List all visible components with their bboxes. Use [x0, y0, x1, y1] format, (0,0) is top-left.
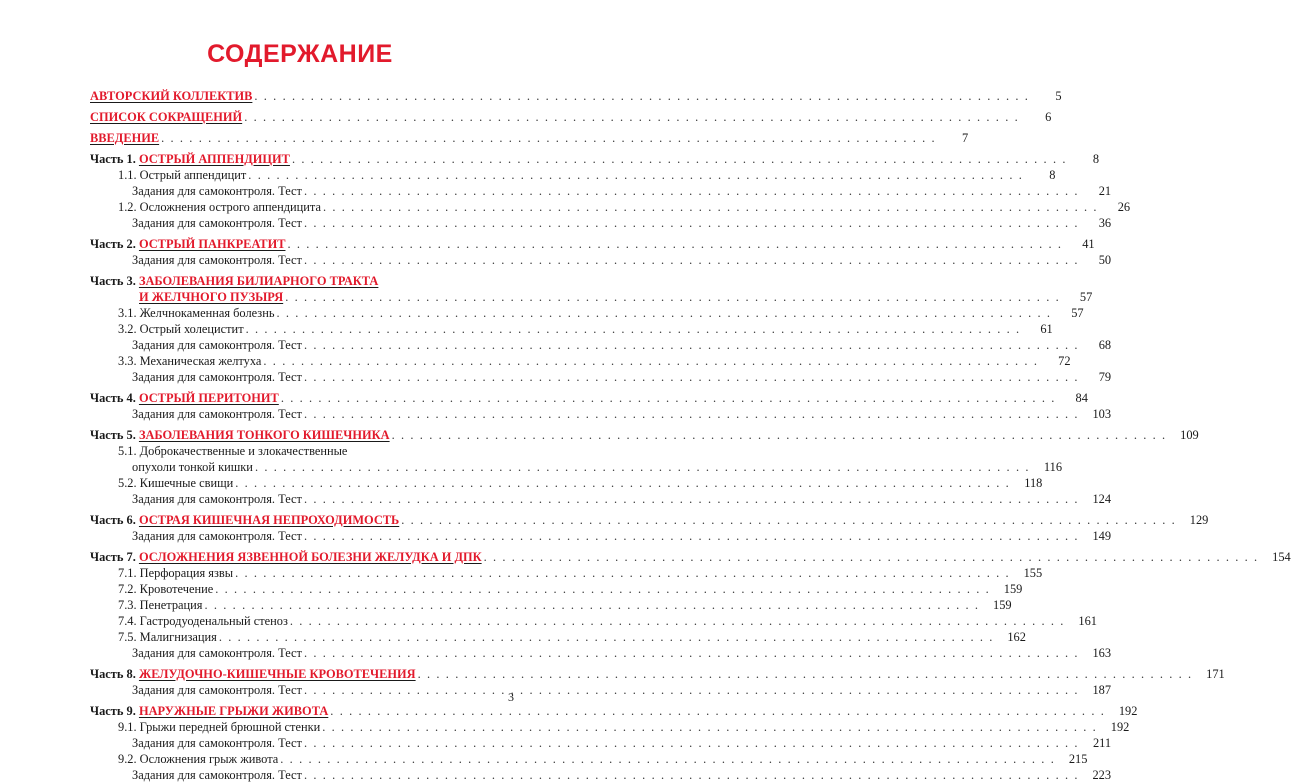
toc-entry-title — [90, 459, 253, 475]
toc-entry-title — [90, 719, 320, 735]
toc-entry-title — [90, 289, 283, 305]
dot-leader — [279, 390, 1058, 406]
dot-leader — [302, 215, 1081, 231]
dot-leader — [320, 719, 1099, 735]
toc-entry — [90, 406, 1112, 422]
dot-leader — [399, 512, 1178, 528]
toc-page-number: 223 — [1092, 768, 1112, 782]
toc-part-title: ОСТРАЯ КИШЕЧНАЯ НЕПРОХОДИМОСТЬ — [138, 513, 400, 527]
toc-page-number: 118 — [1024, 476, 1043, 490]
toc-entry — [90, 581, 1023, 597]
toc-part-title: НАРУЖНЫЕ ГРЫЖИ ЖИВОТА — [138, 704, 329, 718]
toc-entry — [90, 369, 1112, 385]
toc-self-test-title: Задания для самоконтроля. Тест — [132, 216, 302, 230]
table-of-contents — [90, 88, 1291, 783]
toc-page-number: 159 — [993, 598, 1012, 612]
dot-leader — [482, 549, 1261, 565]
toc-entry-title — [90, 512, 399, 528]
toc-entry — [90, 151, 1100, 167]
toc-entry — [90, 475, 1043, 491]
toc-entry-title — [90, 215, 302, 231]
toc-page-number: 21 — [1098, 184, 1112, 198]
dot-leader — [302, 337, 1081, 353]
toc-entry — [90, 703, 1138, 719]
dot-leader — [302, 735, 1081, 751]
dot-leader — [302, 252, 1081, 268]
toc-self-test-title: Задания для самоконтроля. Тест — [132, 338, 302, 352]
toc-entry — [90, 183, 1112, 199]
toc-entry — [90, 597, 1012, 613]
toc-self-test-title: Задания для самоконтроля. Тест — [132, 736, 302, 750]
toc-page-number: 124 — [1092, 492, 1112, 506]
dot-leader — [302, 491, 1081, 507]
toc-entry-title — [90, 443, 347, 459]
toc-section-title: 7.1. Перфорация язвы — [118, 566, 234, 580]
dot-leader — [302, 406, 1081, 422]
page-number: 3 — [508, 690, 514, 704]
toc-part-prefix: Часть 4. — [90, 391, 136, 405]
toc-self-test-title: Задания для самоконтроля. Тест — [132, 529, 302, 543]
toc-page-number: 215 — [1068, 752, 1088, 766]
toc-page-number: 36 — [1098, 216, 1112, 230]
toc-entry-title — [90, 735, 302, 751]
dot-leader — [253, 459, 1032, 475]
toc-page-number: 129 — [1189, 513, 1209, 527]
dot-leader — [302, 767, 1081, 783]
toc-part-prefix: Часть 6. — [90, 513, 136, 527]
toc-entry-title — [90, 549, 482, 565]
toc-page-number: 6 — [1045, 110, 1052, 124]
toc-entry — [90, 459, 1063, 475]
toc-page-number: 192 — [1110, 720, 1130, 734]
dot-leader — [278, 751, 1057, 767]
toc-entry-title — [90, 613, 288, 629]
toc-part-title: ОСТРЫЙ ПЕРИТОНИТ — [138, 391, 279, 405]
dot-leader — [302, 682, 1081, 698]
toc-entry — [90, 565, 1043, 581]
dot-leader — [283, 289, 1062, 305]
dot-leader — [285, 236, 1064, 252]
toc-part-prefix: Часть 7. — [90, 550, 136, 564]
toc-entry-title — [90, 252, 302, 268]
toc-entry — [90, 88, 1062, 104]
dot-leader — [233, 565, 1012, 581]
toc-entry-title — [90, 528, 302, 544]
toc-part-title: ОСТРЫЙ АППЕНДИЦИТ — [138, 152, 290, 166]
toc-self-test-title: Задания для самоконтроля. Тест — [132, 768, 302, 782]
toc-entry-title — [90, 273, 378, 289]
toc-page-number: 7 — [962, 131, 969, 145]
toc-entry — [90, 109, 1052, 125]
toc-self-test-title: Задания для самоконтроля. Тест — [132, 370, 302, 384]
toc-entry — [90, 735, 1112, 751]
toc-section-title: 7.3. Пенетрация — [118, 598, 203, 612]
toc-entry — [90, 321, 1053, 337]
toc-section-title: 1.1. Острый аппендицит — [118, 168, 247, 182]
toc-self-test-title: Задания для самоконтроля. Тест — [132, 646, 302, 660]
toc-part-prefix: Часть 3. — [90, 274, 136, 288]
toc-entry-title — [90, 491, 302, 507]
toc-entry — [90, 353, 1071, 369]
toc-entry — [90, 443, 513, 459]
toc-page-number: 154 — [1272, 550, 1291, 564]
toc-entry — [90, 427, 1199, 443]
toc-page-number: 50 — [1098, 253, 1112, 267]
toc-page-number: 116 — [1043, 460, 1063, 474]
toc-entry-title — [90, 130, 159, 146]
toc-page-number: 163 — [1092, 646, 1112, 660]
toc-part-title: ЗАБОЛЕВАНИЯ БИЛИАРНОГО ТРАКТА — [138, 274, 379, 288]
toc-entry-title — [90, 353, 261, 369]
toc-part-title: И ЖЕЛЧНОГО ПУЗЫРЯ — [139, 290, 284, 304]
dot-leader — [302, 528, 1081, 544]
toc-entry-title — [90, 629, 217, 645]
toc-entry-title — [90, 88, 252, 104]
dot-leader — [261, 353, 1040, 369]
toc-entry-title — [90, 199, 321, 215]
toc-page-number: 109 — [1180, 428, 1199, 442]
toc-page-number: 211 — [1092, 736, 1112, 750]
toc-section-title: 9.2. Осложнения грыж живота — [118, 752, 279, 766]
toc-part-title: ОСЛОЖНЕНИЯ ЯЗВЕННОЙ БОЛЕЗНИ ЖЕЛУДКА И ДПК — [138, 550, 482, 564]
toc-part-prefix: Часть 5. — [90, 428, 136, 442]
toc-entry — [90, 289, 1093, 305]
toc-section-title: 1.2. Осложнения острого аппендицита — [118, 200, 321, 214]
toc-entry — [90, 719, 1130, 735]
toc-entry — [90, 199, 1131, 215]
toc-section-title: 3.1. Желчнокаменная болезнь — [118, 306, 275, 320]
toc-self-test-title: Задания для самоконтроля. Тест — [132, 253, 302, 267]
toc-entry — [90, 167, 1056, 183]
toc-part-prefix: Часть 8. — [90, 667, 136, 681]
toc-entry — [90, 549, 1291, 565]
toc-entry-title — [90, 337, 302, 353]
dot-leader — [288, 613, 1067, 629]
toc-entry — [90, 751, 1088, 767]
dot-leader — [390, 427, 1169, 443]
toc-entry-title — [90, 406, 302, 422]
toc-page-number: 155 — [1023, 566, 1043, 580]
toc-self-test-title: Задания для самоконтроля. Тест — [132, 492, 302, 506]
toc-entry-title — [90, 682, 302, 698]
page-title: СОДЕРЖАНИЕ — [207, 40, 393, 68]
toc-entry-title — [90, 581, 213, 597]
toc-page-number: 8 — [1092, 152, 1100, 166]
toc-entry-title — [90, 767, 302, 783]
toc-part-prefix: Часть 1. — [90, 152, 136, 166]
toc-entry — [90, 337, 1112, 353]
toc-section-title: 9.1. Грыжи передней брюшной стенки — [118, 720, 321, 734]
toc-entry-title — [90, 703, 328, 719]
toc-entry — [90, 491, 1112, 507]
toc-page-number: 79 — [1098, 370, 1112, 384]
toc-page-number: 68 — [1098, 338, 1112, 352]
toc-page-number: 192 — [1118, 704, 1138, 718]
toc-entry-title — [90, 565, 233, 581]
toc-page-number: 149 — [1092, 529, 1112, 543]
toc-entry-title — [90, 597, 202, 613]
dot-leader — [252, 88, 1031, 104]
dot-leader — [302, 183, 1081, 199]
toc-entry — [90, 252, 1112, 268]
toc-entry — [90, 629, 1026, 645]
toc-section-title: 7.2. Кровотечение — [118, 582, 214, 596]
toc-entry-title — [90, 183, 302, 199]
toc-entry — [90, 130, 969, 146]
toc-entry-title — [90, 666, 416, 682]
toc-entry-title — [90, 475, 233, 491]
toc-entry-title — [90, 390, 279, 406]
toc-entry — [90, 273, 513, 289]
toc-entry-title — [90, 321, 244, 337]
dot-leader — [302, 645, 1081, 661]
toc-page-number: 103 — [1092, 407, 1112, 421]
dot-leader — [217, 629, 996, 645]
toc-entry-title — [90, 151, 290, 167]
toc-entry — [90, 512, 1209, 528]
dot-leader — [213, 581, 992, 597]
toc-part-title: СПИСОК СОКРАЩЕНИЙ — [90, 110, 243, 124]
dot-leader — [244, 321, 1023, 337]
toc-entry-title — [90, 305, 274, 321]
toc-page-number: 5 — [1055, 89, 1062, 103]
dot-leader — [328, 703, 1107, 719]
toc-part-prefix: Часть 2. — [90, 237, 136, 251]
toc-page-number: 72 — [1058, 354, 1071, 368]
toc-part-title: ОСТРЫЙ ПАНКРЕАТИТ — [138, 237, 286, 251]
toc-entry — [90, 390, 1088, 406]
toc-page-number: 162 — [1007, 630, 1026, 644]
toc-section-title: опухоли тонкой кишки — [132, 460, 253, 474]
toc-entry-title — [90, 751, 278, 767]
toc-entry — [90, 236, 1095, 252]
toc-entry-title — [90, 109, 242, 125]
toc-page-number: 161 — [1078, 614, 1097, 628]
toc-self-test-title: Задания для самоконтроля. Тест — [132, 184, 302, 198]
toc-entry-title — [90, 369, 302, 385]
toc-page-number: 171 — [1206, 667, 1225, 681]
toc-entry — [90, 666, 1225, 682]
toc-self-test-title: Задания для самоконтроля. Тест — [132, 683, 302, 697]
dot-leader — [290, 151, 1069, 167]
toc-part-title: АВТОРСКИЙ КОЛЛЕКТИВ — [90, 89, 253, 103]
toc-section-title: 7.4. Гастродуоденальный стеноз — [118, 614, 288, 628]
toc-part-title: ЖЕЛУДОЧНО-КИШЕЧНЫЕ КРОВОТЕЧЕНИЯ — [138, 667, 416, 681]
toc-page-number: 159 — [1003, 582, 1023, 596]
toc-entry-title — [90, 645, 302, 661]
dot-leader — [274, 305, 1053, 321]
toc-entry — [90, 613, 1097, 629]
toc-entry — [90, 767, 1112, 783]
toc-entry — [90, 305, 1084, 321]
toc-self-test-title: Задания для самоконтроля. Тест — [132, 407, 302, 421]
toc-entry-title — [90, 236, 285, 252]
dot-leader — [302, 369, 1081, 385]
toc-page-number: 57 — [1071, 306, 1084, 320]
toc-entry-title — [90, 167, 246, 183]
toc-page-number: 41 — [1082, 237, 1095, 251]
toc-page-number: 26 — [1117, 200, 1131, 214]
toc-section-title: 3.2. Острый холецистит — [118, 322, 244, 336]
dot-leader — [202, 597, 981, 613]
toc-part-title: ЗАБОЛЕВАНИЯ ТОНКОГО КИШЕЧНИКА — [138, 428, 390, 442]
toc-section-title: 3.3. Механическая желтуха — [118, 354, 262, 368]
dot-leader — [321, 199, 1100, 215]
toc-page-number: 61 — [1040, 322, 1053, 336]
toc-entry — [90, 215, 1112, 231]
toc-entry — [90, 682, 1112, 698]
toc-page-number: 57 — [1079, 290, 1093, 304]
dot-leader — [416, 666, 1195, 682]
dot-leader — [159, 130, 938, 146]
toc-part-title: ВВЕДЕНИЕ — [90, 131, 160, 145]
toc-entry — [90, 645, 1112, 661]
toc-page-number: 84 — [1075, 391, 1088, 405]
toc-entry-title — [90, 427, 390, 443]
toc-part-prefix: Часть 9. — [90, 704, 136, 718]
toc-section-title: 7.5. Малигнизация — [118, 630, 217, 644]
toc-entry — [90, 528, 1112, 544]
toc-page-number: 8 — [1049, 168, 1056, 182]
dot-leader — [233, 475, 1012, 491]
toc-section-title: 5.2. Кишечные свищи — [118, 476, 234, 490]
toc-page-number: 187 — [1092, 683, 1112, 697]
dot-leader — [246, 167, 1025, 183]
dot-leader — [242, 109, 1021, 125]
toc-section-title: 5.1. Доброкачественные и злокачественные — [118, 444, 348, 458]
